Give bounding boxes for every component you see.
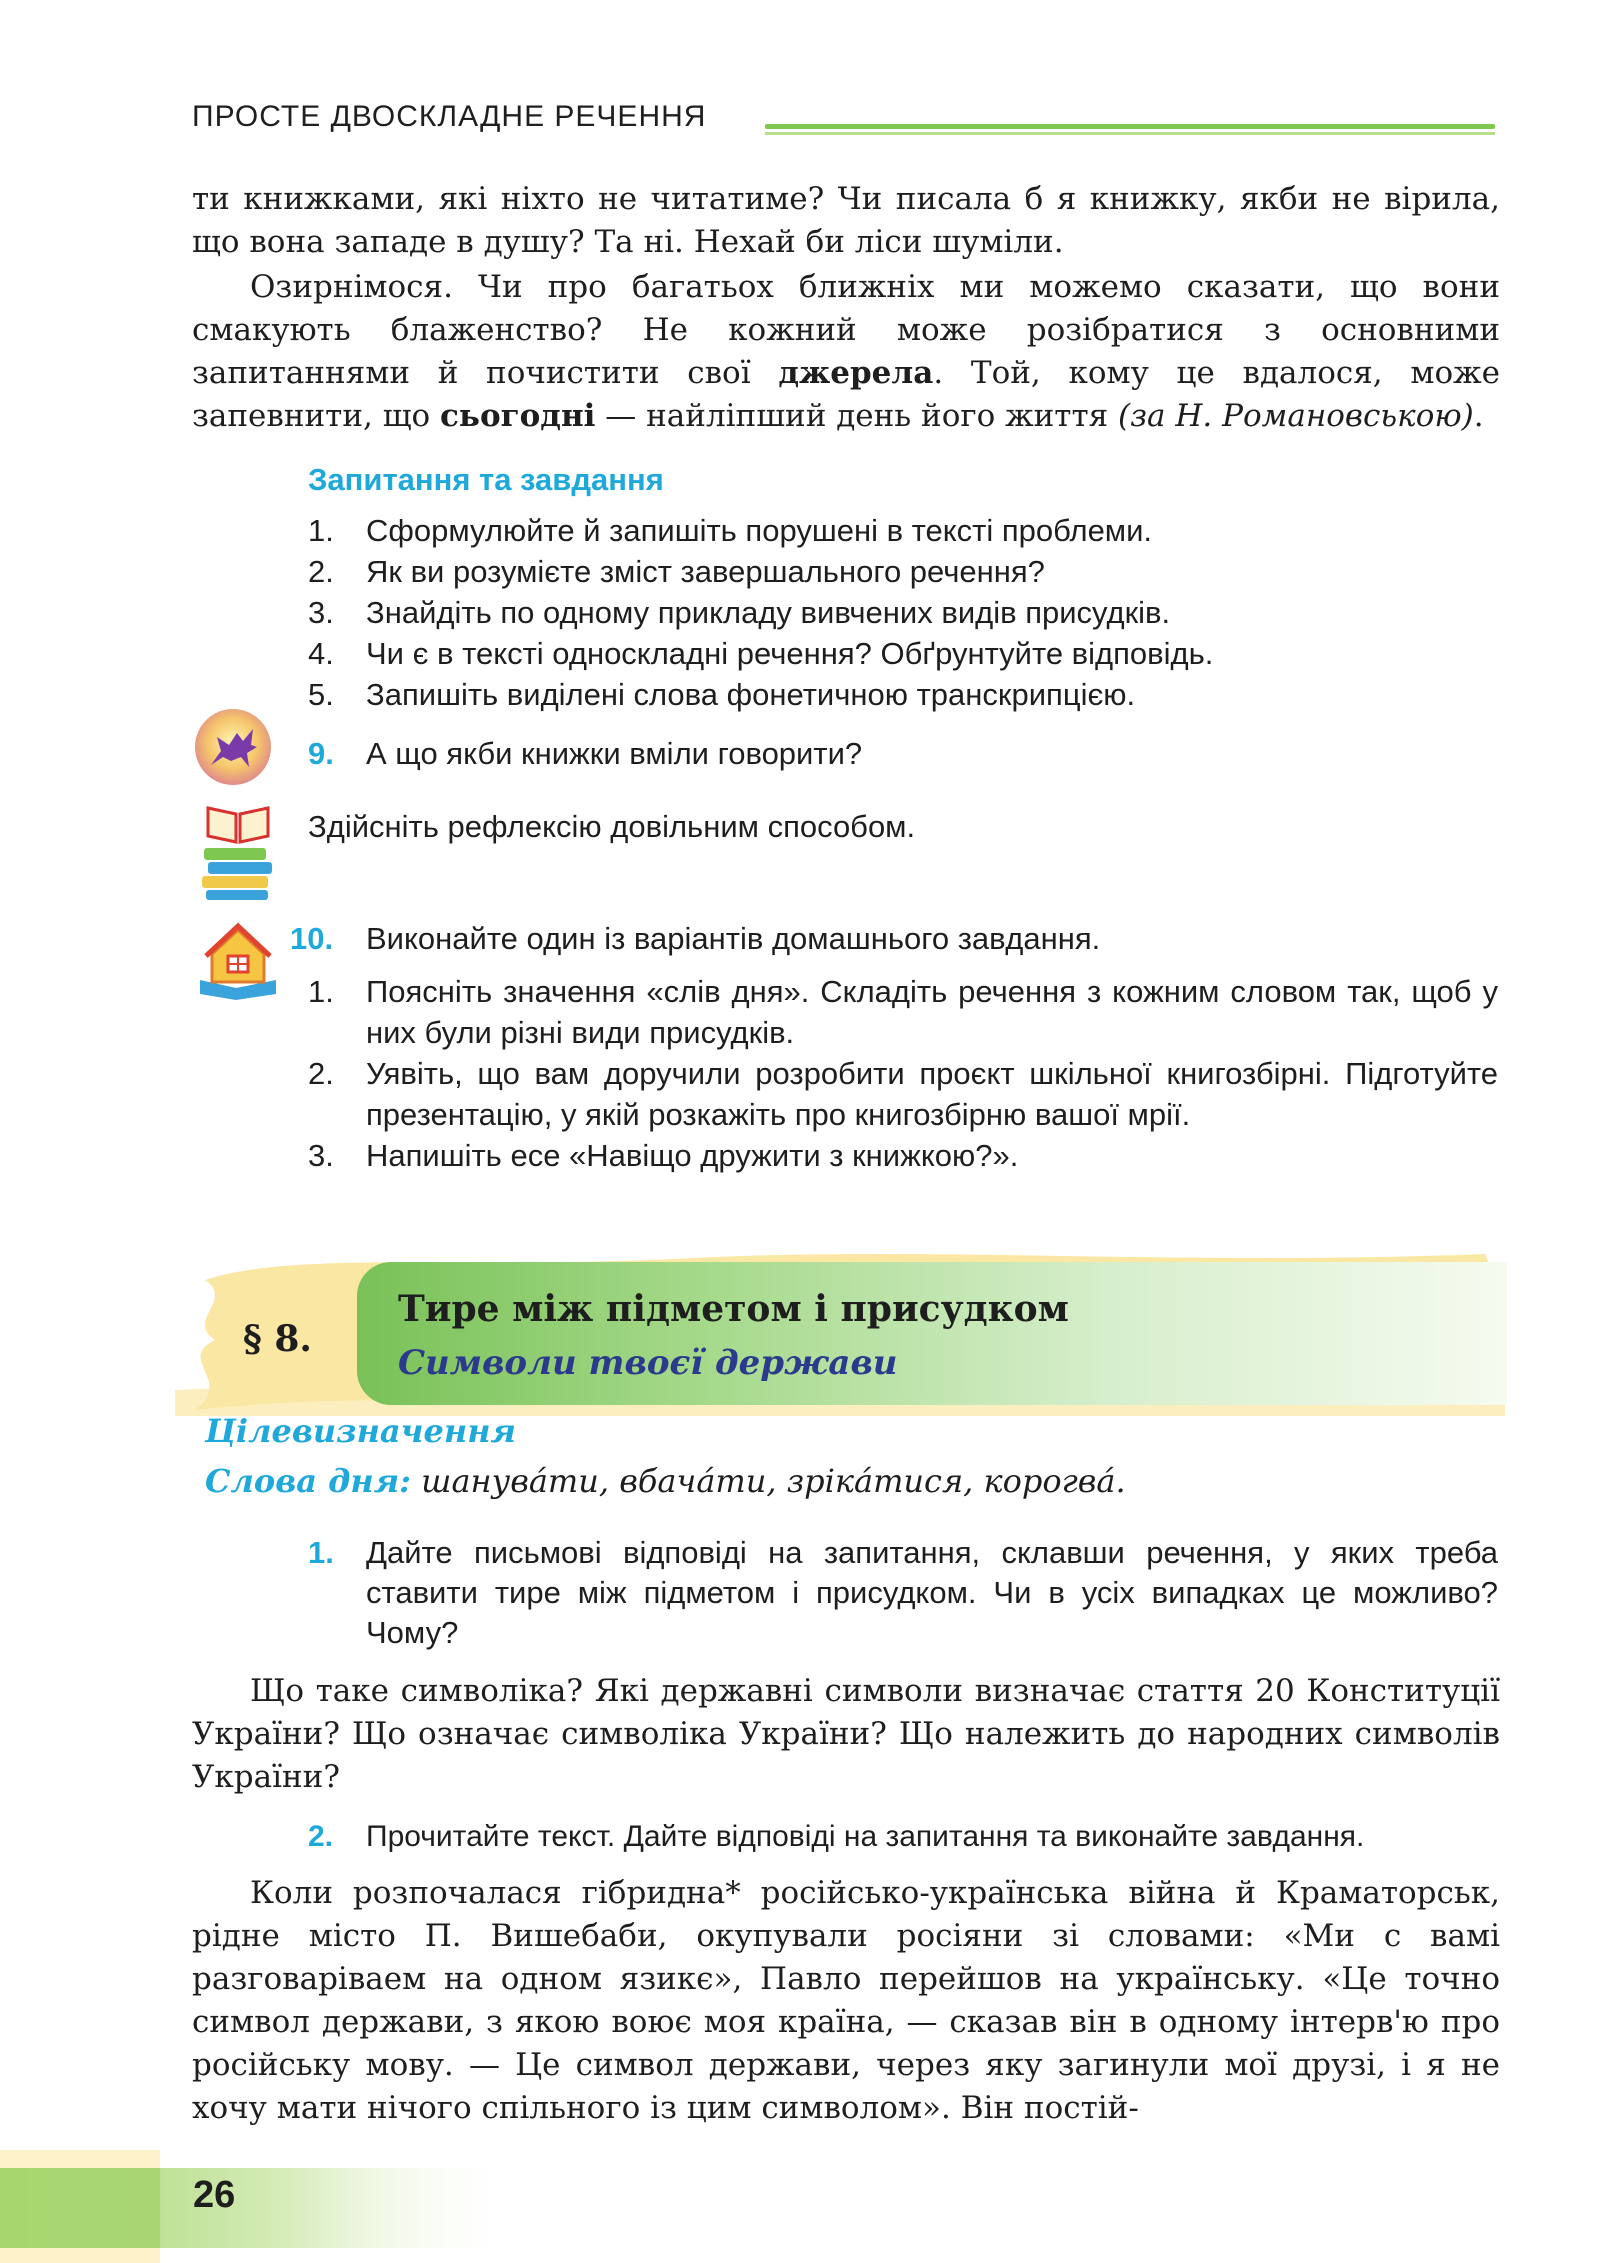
- task-text: Виконайте один із варіантів домашнього завдання.: [366, 921, 1101, 956]
- list-item: [308, 1135, 1498, 1176]
- task-text: А що якби книжки вміли говорити?: [366, 736, 863, 771]
- bold-word-dzherela: джерела: [778, 355, 934, 391]
- section-title: Тире між підметом і присудком: [398, 1288, 1069, 1330]
- paragraph-3-text: Що таке символіка? Які державні символи визначає стаття 20 Конституції України? Що означає символіка України? Що належить до народних символів України?: [192, 1673, 1500, 1795]
- task-number: 10.: [290, 921, 334, 956]
- list-number: 3.: [308, 595, 334, 630]
- paragraph-2-text-c: . Той, кому це вдалося, може запевнити, що: [192, 355, 1500, 434]
- list-text: Напишіть есе «Навіщо дружити з книжкою?».: [366, 1138, 1019, 1173]
- list-number: 4.: [308, 636, 334, 671]
- list-item: [308, 510, 1498, 551]
- task-1: [308, 1533, 1498, 1653]
- paragraph-2-text-d: — найліпший день його життя: [595, 398, 1119, 434]
- list-number: 2.: [308, 1056, 334, 1091]
- books-icon: [198, 802, 278, 902]
- list-text: Як ви розумієте зміст завершального речення?: [366, 554, 1045, 589]
- paragraph-1: [192, 178, 1500, 264]
- reflection: [308, 806, 1498, 847]
- list-text: Сформулюйте й запишіть порушені в тексті проблеми.: [366, 513, 1153, 548]
- pegasus-icon: [193, 707, 273, 787]
- reflection-text: Здійсніть рефлексію довільним способом.: [308, 809, 916, 844]
- list-item: [308, 674, 1498, 715]
- questions-list: [308, 510, 1498, 715]
- list-text: Знайдіть по одному прикладу вивчених видів присудків.: [366, 595, 1171, 630]
- task-10-options: [308, 971, 1498, 1176]
- task-10: [290, 918, 1498, 959]
- goals-heading: Цілевизначення: [205, 1412, 516, 1450]
- list-item: [308, 1053, 1498, 1135]
- list-item: [308, 592, 1498, 633]
- words-of-day: [205, 1462, 1126, 1500]
- questions-title: Запитання та завдання: [308, 462, 664, 497]
- paragraph-4-text: Коли розпочалася гібридна* російсько-українська війна й Краматорськ, рідне місто П. Вишебаби, окупували росіяни зі словами: «Ми с вамі разговаріваем на одном язикє», Павло перейшов на українську. «Це точно символ держави, з якою воює моя країна, — сказав він в одному інтерв'ю про російську мову. — Це символ держави, через яку загинули мої друзі, і я не хочу мати нічого спільного із цим символом». Він постій-: [192, 1875, 1500, 2126]
- running-header: ПРОСТЕ ДВОСКЛАДНЕ РЕЧЕННЯ: [192, 100, 707, 133]
- section-title-box: [357, 1262, 1507, 1405]
- paragraph-2-text-a: Озирнімося. Чи про багатьох ближніх ми можемо сказати, що вони смакують блаженство? Не кожний може розібратися з основними запитаннями й почистити свої: [192, 269, 1500, 391]
- list-text: Уявіть, що вам доручили розробити проєкт шкільної книгозбірні. Підготуйте презентацію, у якій розкажіть про книгозбірню вашої мрії.: [366, 1056, 1498, 1132]
- page-number: 26: [193, 2174, 236, 2216]
- list-number: 2.: [308, 554, 334, 589]
- bold-word-sohodni: сьогодні: [440, 398, 596, 434]
- words-label: Слова дня:: [205, 1462, 411, 1500]
- paragraph-3: [192, 1670, 1500, 1799]
- list-item: [308, 971, 1498, 1053]
- paragraph-1-text: ти книжками, які ніхто не читатиме? Чи писала б я книжку, якби не вірила, що вона западе в душу? Та ні. Нехай би ліси шуміли.: [192, 181, 1500, 260]
- task-number: 9.: [308, 736, 334, 771]
- task-number: 1.: [308, 1535, 334, 1570]
- section-subtitle: Символи твоєї держави: [398, 1343, 898, 1383]
- list-item: [308, 551, 1498, 592]
- task-text: Дайте письмові відповіді на запитання, склавши речення, у яких треба ставити тире між підметом і присудком. Чи в усіх випадках це можливо? Чому?: [366, 1535, 1498, 1650]
- paragraph-4: [192, 1872, 1500, 2130]
- task-number: 2.: [308, 1820, 334, 1853]
- list-text: Чи є в тексті односкладні речення? Обґрунтуйте відповідь.: [366, 636, 1214, 671]
- header-rule: [765, 124, 1495, 138]
- words-list: шанува́ти, вбача́ти, зріка́тися, корогва́.: [410, 1462, 1126, 1500]
- source-attribution: (за Н. Романовською): [1118, 398, 1474, 434]
- list-number: 1.: [308, 974, 334, 1009]
- list-number: 5.: [308, 677, 334, 712]
- task-text: Прочитайте текст. Дайте відповіді на запитання та виконайте завдання.: [366, 1820, 1365, 1853]
- list-number: 3.: [308, 1138, 334, 1173]
- list-item: [308, 633, 1498, 674]
- task-9: [308, 733, 1498, 774]
- list-text: Запишіть виділені слова фонетичною транскрипцією.: [366, 677, 1136, 712]
- paragraph-2-end: .: [1473, 398, 1484, 434]
- paragraph-2: [192, 266, 1500, 438]
- task-2: [308, 1816, 1500, 1857]
- section-symbol: § 8.: [243, 1318, 312, 1360]
- list-text: Поясніть значення «слів дня». Складіть речення з кожним словом так, щоб у них були різні види присудків.: [366, 974, 1498, 1050]
- house-book-icon: [196, 918, 280, 1002]
- page-number-bar: [0, 2150, 520, 2263]
- list-number: 1.: [308, 513, 334, 548]
